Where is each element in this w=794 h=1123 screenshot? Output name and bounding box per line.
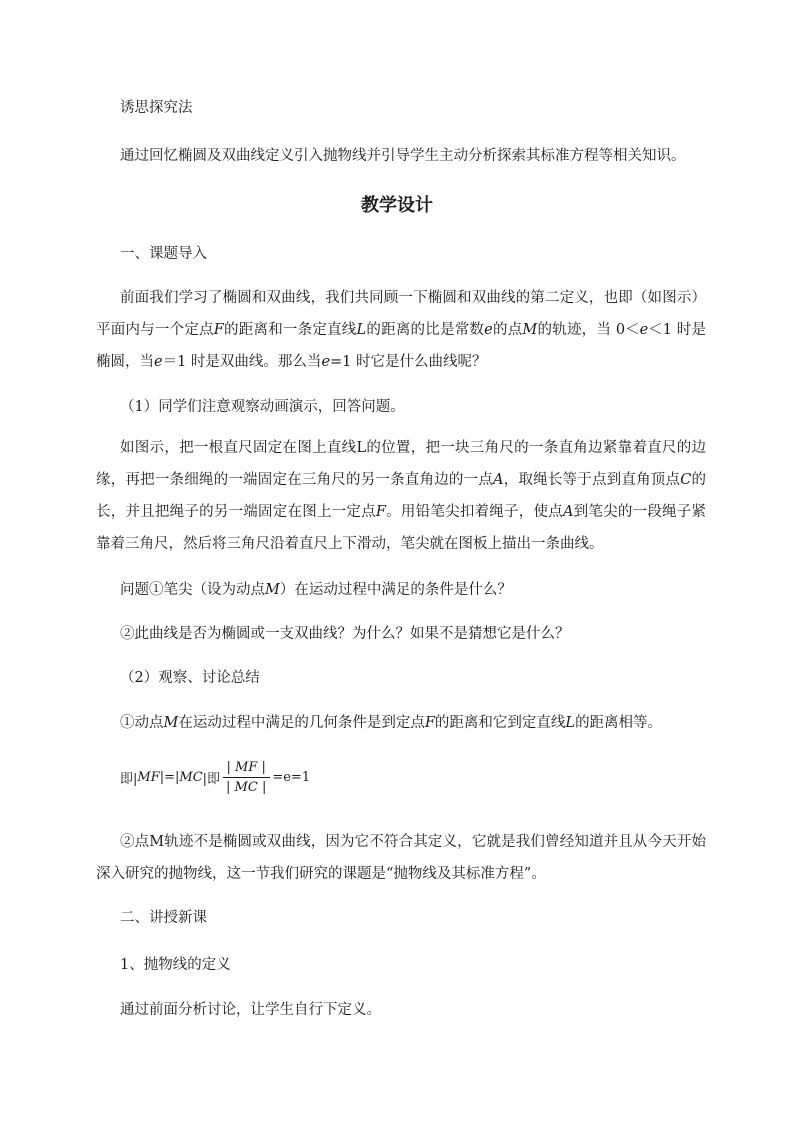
method-heading: 诱思探究法 bbox=[120, 100, 193, 116]
method-description: 通过回忆椭圆及双曲线定义引入抛物线并引导学生主动分析探索其标准方程等相关知识。 bbox=[120, 148, 686, 164]
ratio-formula: 即| MF |=| MC |即 $\frac{| MF |}{| MC |}$ =e=1 bbox=[120, 760, 311, 795]
fraction-numerator: | MF | bbox=[223, 760, 270, 778]
fraction-denominator: | MC | bbox=[226, 780, 267, 795]
answer1: ①动点M在运动过程中满足的几何条件是到定点F的距离和它到定直线L的距离相等。 bbox=[120, 715, 663, 731]
intro-paragraph: 前面我们学习了椭圆和双曲线，我们共同顾一下椭圆和双曲线的第二定义，也即（如图示）平面内与一个定点F的距离和一条定直线L的距离的比是常数e的点M的轨迹，当 0＜e＜1 时是椭圆，当e＝1 时是双曲线。那么当e=1 时它是什么曲线呢？ bbox=[96, 290, 707, 370]
design-title: 教学设计 bbox=[361, 195, 433, 216]
section2-heading: 二、讲授新课 bbox=[120, 910, 207, 926]
question1: 问题①笔尖（设为动点M）在运动过程中满足的条件是什么？ bbox=[120, 582, 512, 598]
answer2-paragraph: ②点M轨迹不是椭圆或双曲线，因为它不符合其定义，它就是我们曾经知道并且从今天开始深入研究的抛物线，这一节我们研究的课题是“抛物线及其标准方程”。 bbox=[96, 834, 706, 882]
step1-text: （1）同学们注意观察动画演示，回答问题。 bbox=[120, 399, 405, 415]
section1-heading: 一、课题导入 bbox=[120, 246, 207, 262]
question2: ②此曲线是否为椭圆或一支双曲线？为什么？如果不是猜想它是什么？ bbox=[120, 626, 570, 642]
step2-text: （2）观察、讨论总结 bbox=[120, 670, 260, 686]
sub1-heading: 1、抛物线的定义 bbox=[120, 957, 231, 973]
sub1-description: 通过前面分析讨论，让学生自行下定义。 bbox=[120, 1002, 381, 1018]
fraction bbox=[222, 760, 270, 795]
demo-paragraph: 如图示，把一根直尺固定在图上直线L的位置，把一块三角尺的一条直角边紧靠着直尺的边缘，再把一条细绳的一端固定在三角尺的另一条直角边的一点A，取绳长等于点到直角顶点C的长，并且把绳子的另一端固定在图上一定点F。用铅笔尖扣着绳子，使点A到笔尖的一段绳子紧靠着三角尺，然后将三角尺沿着直尺上下滑动，笔尖就在图板上描出一条曲线。 bbox=[96, 440, 707, 552]
